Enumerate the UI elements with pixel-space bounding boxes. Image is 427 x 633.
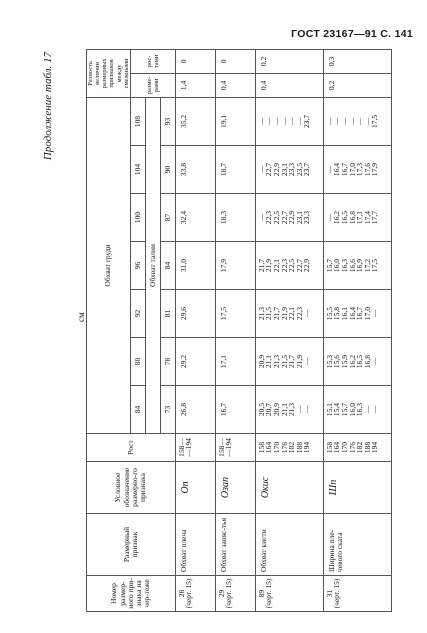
measurement-value: 21,9 (294, 354, 304, 369)
measurement-cell (215, 194, 255, 242)
header-chest-value: 100 (130, 194, 145, 242)
header-chest-value: 84 (130, 386, 145, 434)
measurement-value: 29,6 (178, 306, 188, 321)
measurement-value: 15,3 (324, 354, 334, 369)
feature-symbol: Окис (255, 462, 323, 514)
height-value: 164 (264, 441, 274, 454)
measurement-value: 16,5 (355, 354, 365, 369)
measurement-value: 16,0 (347, 402, 357, 417)
row-number-cell (175, 576, 215, 612)
measurement-value: — (302, 309, 312, 318)
diff-heights-cell: 0 (175, 49, 215, 73)
measurement-value: 15,7 (340, 402, 350, 417)
measurement-value: — (264, 117, 274, 126)
measurement-value: 17,6 (362, 162, 372, 177)
measurement-value: 22,3 (264, 210, 274, 225)
row-number: 31 (324, 589, 334, 598)
measurement-cell (175, 97, 215, 145)
feature-symbol: Озап (215, 462, 255, 514)
diff-heights-cell: 0,3 (323, 49, 391, 73)
measurement-value: 20,9 (272, 402, 282, 417)
header-waist-value: 84 (160, 242, 175, 290)
measurement-value: 35,2 (178, 114, 188, 129)
measurement-value: — (332, 117, 342, 126)
measurement-cell (323, 97, 391, 145)
diff-sizes-cell: 0,2 (323, 73, 391, 97)
height-value: 176 (347, 441, 357, 454)
height-values (323, 434, 391, 462)
height-values (175, 434, 215, 462)
measurement-value: 17,1 (355, 210, 365, 225)
measurement-cell (255, 97, 323, 145)
table-body (175, 49, 391, 611)
measurement-value: 26,8 (178, 402, 188, 417)
header-chest-value: 104 (130, 146, 145, 194)
measurement-value: 16,4 (332, 162, 342, 177)
header-waist-value: 73 (160, 386, 175, 434)
measurement-value: 33,8 (178, 162, 188, 177)
measurement-value: 15,6 (332, 354, 342, 369)
measurement-value: 21,9 (264, 258, 274, 273)
measurement-value: 20,7 (264, 402, 274, 417)
measurement-value: 15,8 (332, 306, 342, 321)
row-number: 89 (256, 589, 266, 598)
measurement-value: 32,4 (178, 210, 188, 225)
measurement-value: 19,1 (218, 114, 228, 129)
measurement-value: 20,5 (256, 402, 266, 417)
height-values (255, 434, 323, 462)
measurement-value: 17,5 (370, 114, 380, 129)
measurement-cell (323, 386, 391, 434)
measurement-value: 17,0 (362, 306, 372, 321)
measurement-value: 21,3 (256, 306, 266, 321)
header-waist-group: Обхват талии (145, 97, 160, 433)
row-note: (черт. 15) (184, 578, 194, 609)
diff-heights-cell: 0 (215, 49, 255, 73)
row-number-cell (255, 576, 323, 612)
measurement-value: — (355, 117, 365, 126)
measurement-value: — (370, 405, 380, 414)
feature-symbol: Оп (175, 462, 215, 514)
measurement-value: 21,7 (256, 258, 266, 273)
header-difference: Разность величин размерных признаков между смежными (87, 49, 131, 97)
row-note: (черт. 15) (224, 578, 234, 609)
header-feature: Размерный признак (87, 514, 176, 576)
measurement-value: 16,2 (332, 210, 342, 225)
height-value: 158 (256, 441, 266, 454)
measurement-value: — (294, 117, 304, 126)
row-number: 29 (216, 589, 226, 598)
measurement-value: — (362, 117, 372, 126)
measurement-value: — (324, 165, 334, 174)
measurement-value: — (256, 165, 266, 174)
size-table (86, 49, 392, 612)
height-value: —194 (184, 438, 194, 457)
height-value: 164 (332, 441, 342, 454)
measurement-value: 21,5 (279, 354, 289, 369)
measurement-value: 31,0 (178, 258, 188, 273)
measurement-cell (323, 290, 391, 338)
measurement-value: 18,3 (218, 210, 228, 225)
diff-sizes-cell: 0,4 (255, 73, 323, 97)
measurement-value: — (340, 117, 350, 126)
measurement-value: 15,1 (324, 402, 334, 417)
diff-sizes-cell: 0,4 (215, 73, 255, 97)
table-row (175, 49, 215, 611)
feature-name: Обхват запяс-тья (215, 514, 255, 576)
measurement-value: 22,7 (264, 162, 274, 177)
measurement-value: 15,7 (324, 258, 334, 273)
measurement-value: 16,9 (355, 258, 365, 273)
header-symbol: Условное обозначение размерно-го признака (87, 462, 176, 514)
measurement-cell (323, 338, 391, 386)
measurement-cell (255, 338, 323, 386)
measurement-value: — (324, 117, 334, 126)
measurement-value: 15,4 (332, 402, 342, 417)
diff-heights-cell: 0,2 (255, 49, 323, 73)
measurement-value: 21,1 (279, 402, 289, 417)
measurement-value: 23,1 (279, 162, 289, 177)
measurement-value: 22,3 (294, 306, 304, 321)
measurement-value: 23,1 (294, 210, 304, 225)
header-waist-value: 87 (160, 194, 175, 242)
header-waist-value: 78 (160, 338, 175, 386)
measurement-value: 17,4 (362, 210, 372, 225)
measurement-cell (255, 146, 323, 194)
feature-name: Ширина пле-чевого ската (323, 514, 391, 576)
measurement-value: 16,7 (340, 162, 350, 177)
measurement-value: 16,7 (355, 306, 365, 321)
measurement-value: — (256, 117, 266, 126)
unit-label: см (76, 312, 86, 322)
measurement-value: 22,9 (272, 162, 282, 177)
height-values (215, 434, 255, 462)
height-value: 182 (355, 441, 365, 454)
measurement-value: 17,2 (362, 258, 372, 273)
table-row (255, 49, 323, 611)
measurement-value: 22,1 (287, 306, 297, 321)
measurement-value: 17,5 (218, 306, 228, 321)
measurement-value: — (256, 213, 266, 222)
measurement-value: — (279, 117, 289, 126)
header-waist-value: 81 (160, 290, 175, 338)
measurement-value: 17,7 (370, 210, 380, 225)
measurement-value: — (287, 117, 297, 126)
header-waist-value: 90 (160, 146, 175, 194)
measurement-value: 22,9 (287, 210, 297, 225)
height-value: 188 (294, 441, 304, 454)
height-value: 158— (176, 438, 186, 457)
measurement-value: 29,2 (178, 354, 188, 369)
diff-sizes-cell: 1,4 (175, 73, 215, 97)
measurement-cell (175, 242, 215, 290)
measurement-value: 17,9 (370, 162, 380, 177)
header-chest-value: 108 (130, 97, 145, 145)
measurement-cell (255, 290, 323, 338)
measurement-cell (323, 194, 391, 242)
measurement-value: 16,2 (347, 354, 357, 369)
page-header: ГОСТ 23167—91 С. 141 (291, 28, 413, 40)
measurement-value: 16,0 (332, 258, 342, 273)
measurement-cell (255, 386, 323, 434)
row-number-cell (323, 576, 391, 612)
header-chest-value: 96 (130, 242, 145, 290)
measurement-value: 23,7 (302, 114, 312, 129)
measurement-value: — (347, 117, 357, 126)
height-value: 170 (340, 441, 350, 454)
feature-symbol: Шп (323, 462, 391, 514)
height-value: 182 (287, 441, 297, 454)
measurement-value: 15,5 (324, 306, 334, 321)
measurement-value: 22,7 (294, 258, 304, 273)
header-chest-value: 92 (130, 290, 145, 338)
measurement-cell (215, 290, 255, 338)
feature-name: Обхват плеча (175, 514, 215, 576)
header-diff-sizes: разме-рами (130, 73, 175, 97)
measurement-value: — (294, 405, 304, 414)
row-number-cell (215, 576, 255, 612)
measurement-value: 20,9 (256, 354, 266, 369)
measurement-value: — (324, 213, 334, 222)
measurement-value: 22,1 (272, 258, 282, 273)
measurement-value: 22,7 (279, 210, 289, 225)
measurement-value: 22,9 (302, 258, 312, 273)
measurement-cell (215, 146, 255, 194)
measurement-value: 16,4 (347, 306, 357, 321)
measurement-value: 16,5 (340, 210, 350, 225)
measurement-value: 22,3 (279, 258, 289, 273)
measurement-value: 23,7 (302, 162, 312, 177)
measurement-value: 22,5 (287, 258, 297, 273)
header-number: Номер размер-ного при-знака на чер-теже (87, 576, 176, 612)
table-row (323, 49, 391, 611)
measurement-value: 21,7 (272, 306, 282, 321)
measurement-value: 23,3 (302, 210, 312, 225)
measurement-cell (215, 338, 255, 386)
header-diff-heights: рос-тами (130, 49, 175, 73)
measurement-cell (255, 194, 323, 242)
measurement-value: — (302, 357, 312, 366)
measurement-value: 17,5 (370, 258, 380, 273)
measurement-value: 21,3 (287, 402, 297, 417)
measurement-value: — (370, 357, 380, 366)
measurement-value: — (302, 405, 312, 414)
measurement-value: 21,5 (264, 306, 274, 321)
measurement-value: 17,0 (347, 162, 357, 177)
measurement-cell (175, 146, 215, 194)
measurement-cell (323, 242, 391, 290)
measurement-value: 16,6 (347, 258, 357, 273)
measurement-value: 22,5 (272, 210, 282, 225)
measurement-value: 21,7 (287, 354, 297, 369)
measurement-value: 16,8 (362, 354, 372, 369)
measurement-value: — (272, 117, 282, 126)
measurement-value: 16,7 (218, 402, 228, 417)
height-value: 188 (362, 441, 372, 454)
row-number: 28 (176, 589, 186, 598)
header-height: Рост (87, 434, 176, 462)
measurement-value: 17,9 (218, 258, 228, 273)
measurement-value: 16,8 (347, 210, 357, 225)
measurement-cell (215, 242, 255, 290)
measurement-value: 21,9 (279, 306, 289, 321)
height-value: 176 (279, 441, 289, 454)
height-value: —194 (224, 438, 234, 457)
measurement-value: 18,7 (218, 162, 228, 177)
measurement-value: 23,5 (294, 162, 304, 177)
measurement-value: 15,9 (340, 354, 350, 369)
height-value: 194 (302, 441, 312, 454)
measurement-cell (323, 146, 391, 194)
measurement-value: 23,3 (287, 162, 297, 177)
measurement-value: 17,3 (355, 162, 365, 177)
measurement-cell (175, 194, 215, 242)
measurement-cell (215, 97, 255, 145)
measurement-value: 17,1 (218, 354, 228, 369)
measurement-value: — (362, 405, 372, 414)
height-value: 158— (216, 438, 226, 457)
measurement-value: 16,3 (355, 402, 365, 417)
feature-name: Обхват кисти (255, 514, 323, 576)
measurement-value: 21,1 (264, 354, 274, 369)
height-value: 194 (370, 441, 380, 454)
measurement-value: 16,1 (340, 306, 350, 321)
continuation-title: Продолжение табл. 17 (42, 52, 54, 161)
rotated-page-content (42, 52, 422, 612)
measurement-cell (175, 338, 215, 386)
measurement-value: 16,3 (340, 258, 350, 273)
measurement-value: 21,3 (272, 354, 282, 369)
row-note: (черт. 15) (332, 578, 342, 609)
height-value: 158 (324, 441, 334, 454)
row-note: (черт. 15) (264, 578, 274, 609)
table-row (215, 49, 255, 611)
measurement-value: — (370, 309, 380, 318)
header-waist-value: 93 (160, 97, 175, 145)
measurement-cell (175, 386, 215, 434)
measurement-cell (175, 290, 215, 338)
measurement-cell (215, 386, 255, 434)
measurement-cell (255, 242, 323, 290)
height-value: 170 (272, 441, 282, 454)
header-chest-group: Обхват груди (87, 97, 131, 433)
header-chest-value: 88 (130, 338, 145, 386)
